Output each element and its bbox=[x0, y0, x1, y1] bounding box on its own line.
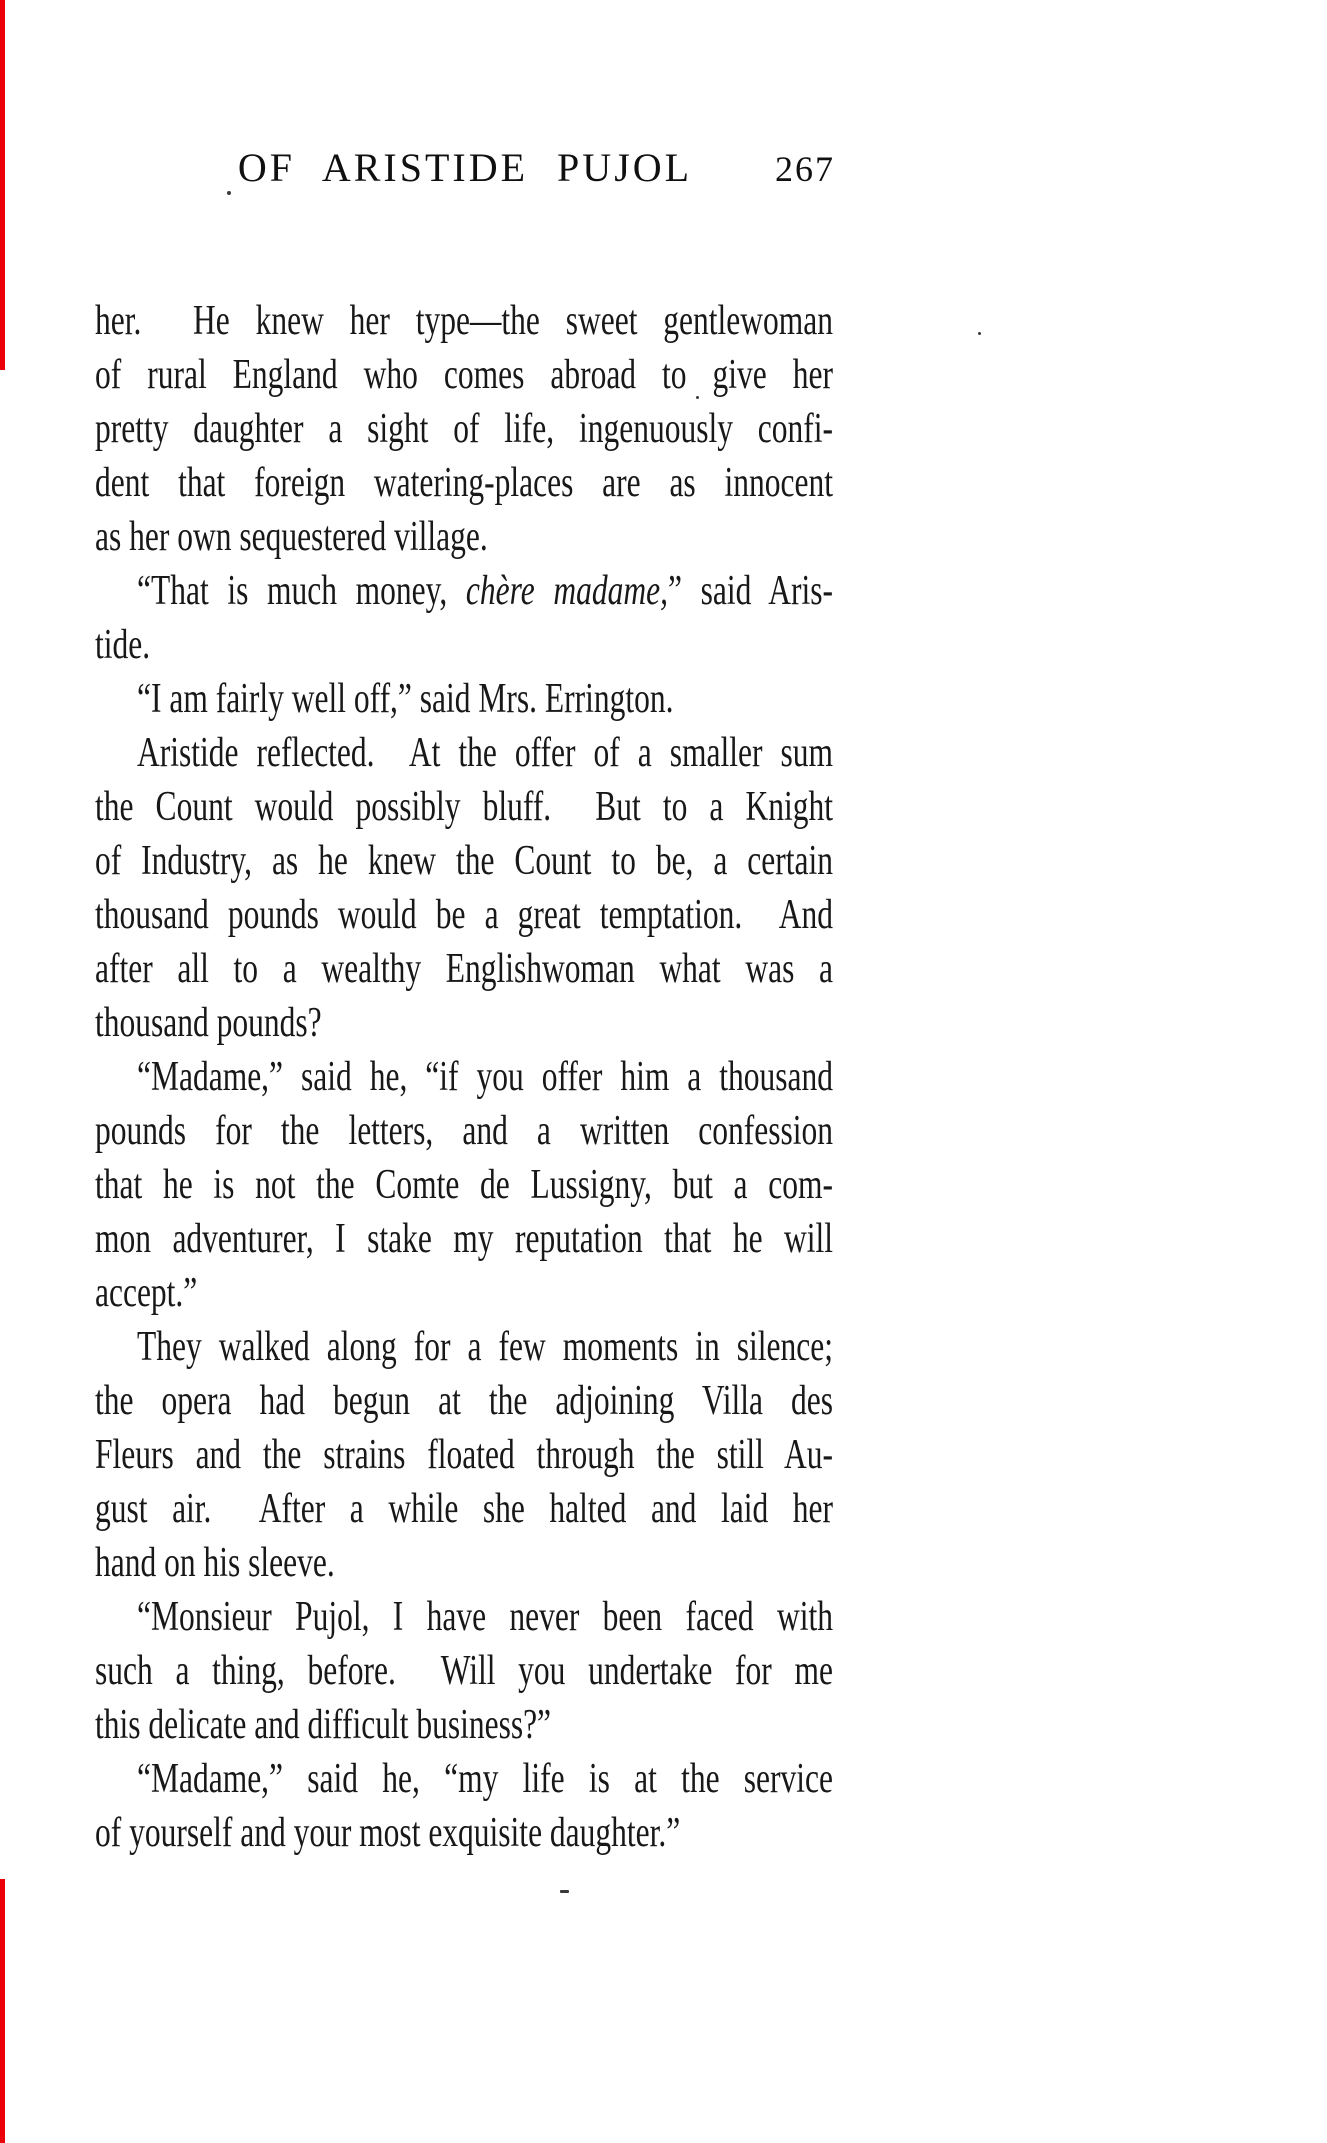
text-line bbox=[95, 564, 833, 618]
text-line: “Monsieur Pujol, I have never been faced with bbox=[137, 1594, 833, 1640]
text-line: gust air. After a while she halted and laid her bbox=[95, 1486, 833, 1532]
text-line: of rural England who comes abroad to give her bbox=[95, 352, 833, 398]
text-line: as her own sequestered village. bbox=[95, 514, 488, 560]
text-line: accept.” bbox=[95, 1270, 198, 1316]
running-head bbox=[95, 144, 835, 190]
text-line: Aristide reflected. At the offer of a smaller sum bbox=[137, 730, 833, 776]
text-line: tide. bbox=[95, 622, 151, 668]
text-line: that he is not the Comte de Lussigny, but a com- bbox=[95, 1162, 833, 1208]
text-line: pretty daughter a sight of life, ingenuously confi- bbox=[95, 406, 833, 452]
text-line: such a thing, before. Will you undertake for me bbox=[95, 1648, 833, 1694]
body-text bbox=[95, 294, 833, 1860]
scan-speck bbox=[978, 332, 981, 335]
text-line: of yourself and your most exquisite daughter.” bbox=[95, 1810, 681, 1856]
text-line: pounds for the letters, and a written confession bbox=[95, 1108, 833, 1154]
text-line: thousand pounds? bbox=[95, 1000, 322, 1046]
text-line: this delicate and difficult business?” bbox=[95, 1702, 552, 1748]
text-line: the Count would possibly bluff. But to a Knight bbox=[95, 784, 833, 830]
text-line: “I am fairly well off,” said Mrs. Errington. bbox=[137, 676, 674, 722]
scan-speck bbox=[227, 191, 231, 195]
text-line: the opera had begun at the adjoining Villa des bbox=[95, 1378, 833, 1424]
text-line: mon adventurer, I stake my reputation that he will bbox=[95, 1216, 833, 1262]
text-line: “Madame,” said he, “my life is at the service bbox=[137, 1756, 833, 1802]
text-line: after all to a wealthy Englishwoman what was a bbox=[95, 946, 833, 992]
text-line: Fleurs and the strains floated through the still Au- bbox=[95, 1432, 833, 1478]
text-line: of Industry, as he knew the Count to be, a certain bbox=[95, 838, 833, 884]
text-line: thousand pounds would be a great temptation. And bbox=[95, 892, 833, 938]
text-line: her. He knew her type—the sweet gentlewoman bbox=[95, 298, 833, 344]
text-line: hand on his sleeve. bbox=[95, 1540, 335, 1586]
quote-tail: ” said Aris- bbox=[667, 568, 834, 614]
text-line: dent that foreign watering-places are as innocent bbox=[95, 460, 833, 506]
scan-artifact-red-line-top bbox=[0, 0, 5, 370]
text-line: They walked along for a few moments in silence; bbox=[137, 1324, 833, 1370]
page-title: OF ARISTIDE PUJOL bbox=[237, 145, 693, 190]
page-number: 267 bbox=[775, 149, 835, 189]
scan-artifact-red-line-bottom bbox=[0, 1879, 5, 2143]
text-line: “Madame,” said he, “if you offer him a thousand bbox=[137, 1054, 833, 1100]
scan-speck bbox=[560, 1890, 569, 1893]
quote-lead: “That is much money, bbox=[137, 568, 466, 614]
italic-phrase: chère madame, bbox=[465, 568, 668, 614]
